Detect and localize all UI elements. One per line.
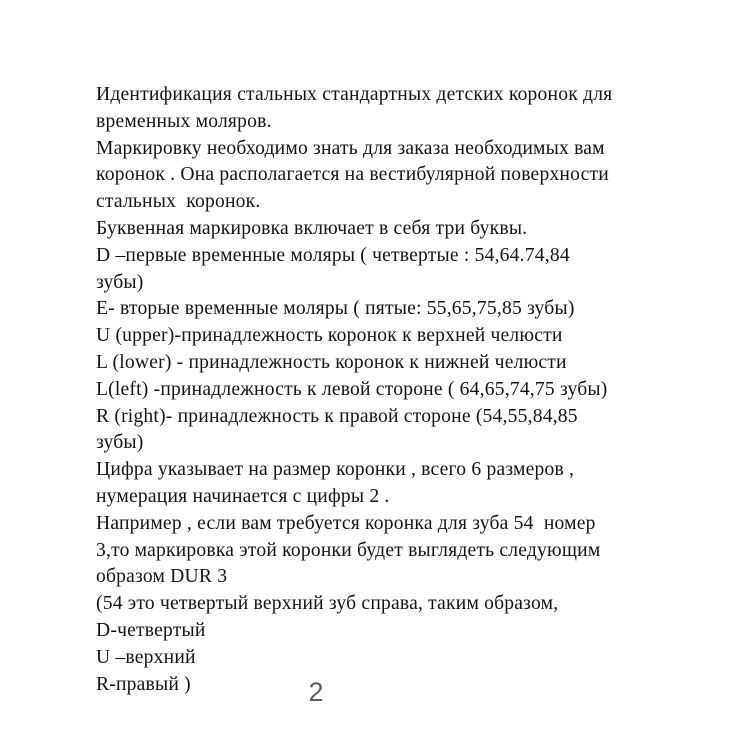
text-line: коронок . Она располагается на вестибулярной поверхности — [96, 164, 609, 186]
text-line: зубы) — [96, 432, 144, 454]
text-line: образом DUR 3 — [96, 566, 228, 588]
text-line: Маркировку необходимо знать для заказа необходимых вам — [96, 137, 605, 159]
text-line: E- вторые временные моляры ( пятые: 55,65,75,85 зубы) — [96, 298, 575, 320]
text-line: Цифра указывает на размер коронки , всего 6 размеров , — [96, 459, 575, 481]
text-line: D-четвертый — [96, 619, 206, 641]
text-line: (54 это четвертый верхний зуб справа, таким образом, — [96, 593, 559, 615]
text-line: зубы) — [96, 271, 144, 293]
document-text-block — [96, 82, 658, 698]
text-line: 3,то маркировка этой коронки будет выглядеть следующим — [96, 539, 601, 561]
text-line: U (upper)-принадлежность коронок к верхней челюсти — [96, 325, 563, 347]
text-line: R-правый ) — [96, 673, 191, 695]
text-line: L(left) -принадлежность к левой стороне ( 64,65,74,75 зубы) — [96, 378, 608, 400]
text-line: стальных коронок. — [96, 191, 261, 213]
text-line: L (lower) - принадлежность коронок к нижней челюсти — [96, 351, 567, 373]
text-line: Буквенная маркировка включает в себя три буквы. — [96, 217, 528, 239]
text-line: R (right)- принадлежность к правой стороне (54,55,84,85 — [96, 405, 578, 427]
text-line: D –первые временные моляры ( четвертые : 54,64.74,84 — [96, 244, 570, 266]
text-line: Идентификация стальных стандартных детских коронок для — [96, 84, 613, 105]
text-line: Например , если вам требуется коронка для зуба 54 номер — [96, 512, 596, 534]
page-number: 2 — [308, 677, 324, 707]
text-line: нумерация начинается с цифры 2 . — [96, 485, 390, 507]
text-line: временных моляров. — [96, 110, 272, 132]
text-line: U –верхний — [96, 646, 196, 668]
